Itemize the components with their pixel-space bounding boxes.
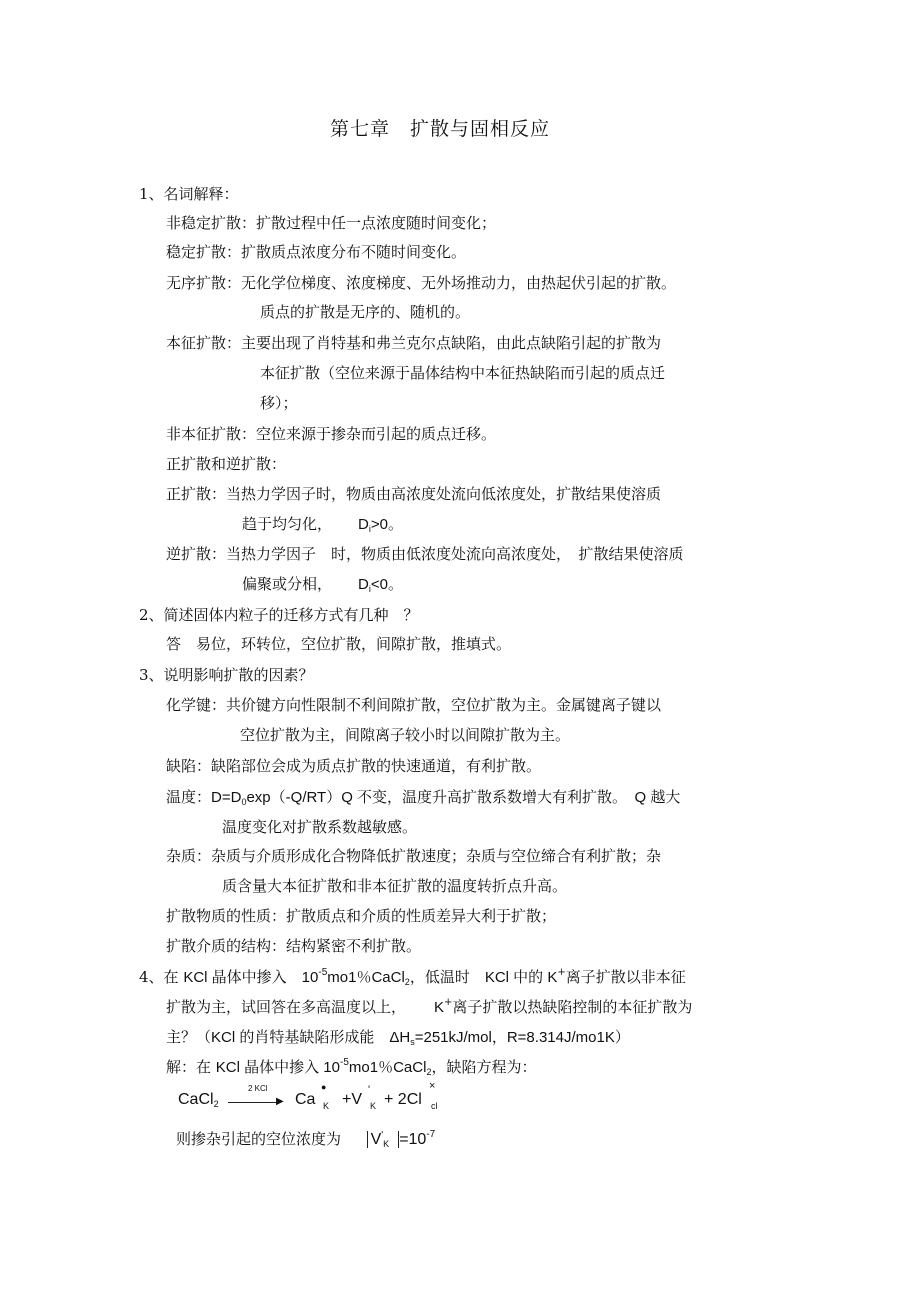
term-random: 无序扩散：无化学位梯度、浓度梯度、无外场推动力，由热起伏引起的扩散。 [166,274,677,292]
q4-line3: 主？（KCl 的肖特基缺陷形成能 $\Delta H_s=251kJ$/mol，R=8.314J/mo1K） [166,1028,630,1047]
vacancy-concentration: 则掺杂引起的空位浓度为 $V'_K =10^{-7}$ [176,1129,436,1149]
term-negative-cont [242,574,403,595]
factor-temp-cont: 温度变化对扩散系数越敏感。 [222,818,418,836]
term-steady: 稳定扩散：扩散质点浓度分布不随时间变化。 [166,243,467,261]
term-negative: 逆扩散：当热力学因子 时，物质由低浓度处流向高浓度处， 扩散结果使溶质 [166,545,684,563]
q2-answer: 答 易位，环转位，空位扩散，间隙扩散，推填式。 [166,635,512,653]
term-random-cont: 质点的扩散是无序的、随机的。 [260,303,471,321]
pos-text: 趋于均匀化， [242,515,333,533]
page-title: 第七章 扩散与固相反应 [330,118,551,140]
concentration-formula: $V'_K =10^{-7}$ [367,1131,436,1148]
term-intrinsic-cont1: 本征扩散（空位来源于晶体结构中本征热缺陷而引起的质点迁 [260,364,666,382]
q4-line1: 4、在 KCl 晶体中掺入 $10^{-5}mo1$％CaCl$_2$，低温时 KCl 中的 K+离子扩散以非本征 [139,967,686,987]
factor-impurity: 杂质：杂质与介质形成化合物降低扩散速度；杂质与空位缔合有利扩散；杂 [166,847,662,865]
q3-heading: 3、说明影响扩散的因素？ [139,666,314,684]
term-intrinsic: 本征扩散：主要出现了肖特基和弗兰克尔点缺陷，由此点缺陷引起的扩散为 [166,334,662,352]
factor-bond: 化学键：共价键方向性限制不利间隙扩散，空位扩散为主。金属键离子键以 [166,696,662,714]
term-positive-cont [242,514,403,535]
term-unsteady: 非稳定扩散：扩散过程中任一点浓度随时间变化； [166,214,497,232]
d-negative: $D_i<0$。 [358,576,403,594]
solution-line: 解：在 KCl 晶体中掺入 $10^{-5}mo1$％CaCl$_2$，缺陷方程为： [166,1057,537,1077]
temp-formula: $D=D_0\exp(-Q/RT)Q$ 不变，温度升高扩散系数增大有利扩散。 Q 越大 [211,789,681,807]
factor-bond-cont: 空位扩散为主，间隙离子较小时以间隙扩散为主。 [240,726,571,744]
term-extrinsic: 非本征扩散：空位来源于掺杂而引起的质点迁移。 [166,425,497,443]
factor-medium: 扩散介质的结构：结构紧密不利扩散。 [166,937,422,955]
q4-line2: 扩散为主，试回答在多高温度以上， K+离子扩散以热缺陷控制的本征扩散为 [166,997,693,1016]
factor-substance: 扩散物质的性质：扩散质点和介质的性质差异大利于扩散； [166,907,557,925]
term-positive: 正扩散：当热力学因子时，物质由高浓度处流向低浓度处，扩散结果使溶质 [166,485,662,503]
q2-heading: 2、简述固体内粒子的迁移方式有几种 ？ [139,606,419,624]
factor-defect: 缺陷：缺陷部位会成为质点扩散的快速通道，有利扩散。 [166,757,542,775]
factor-temp: 温度：$D=D_0\exp(-Q/RT)Q$ 不变，温度升高扩散系数增大有利扩散。 Q 越大 [166,788,681,807]
q1-heading: 1、名词解释： [139,185,239,203]
neg-text: 偏聚或分相， [242,575,333,593]
d-positive: $D_i>0$。 [358,516,403,534]
term-pos-neg: 正扩散和逆扩散： [166,455,287,473]
term-intrinsic-cont2: 移）； [260,394,298,412]
reaction-arrow: 2 KCl ▶ [228,1086,288,1116]
factor-impurity-cont: 质含量大本征扩散和非本征扩散的温度转折点升高。 [222,877,568,895]
